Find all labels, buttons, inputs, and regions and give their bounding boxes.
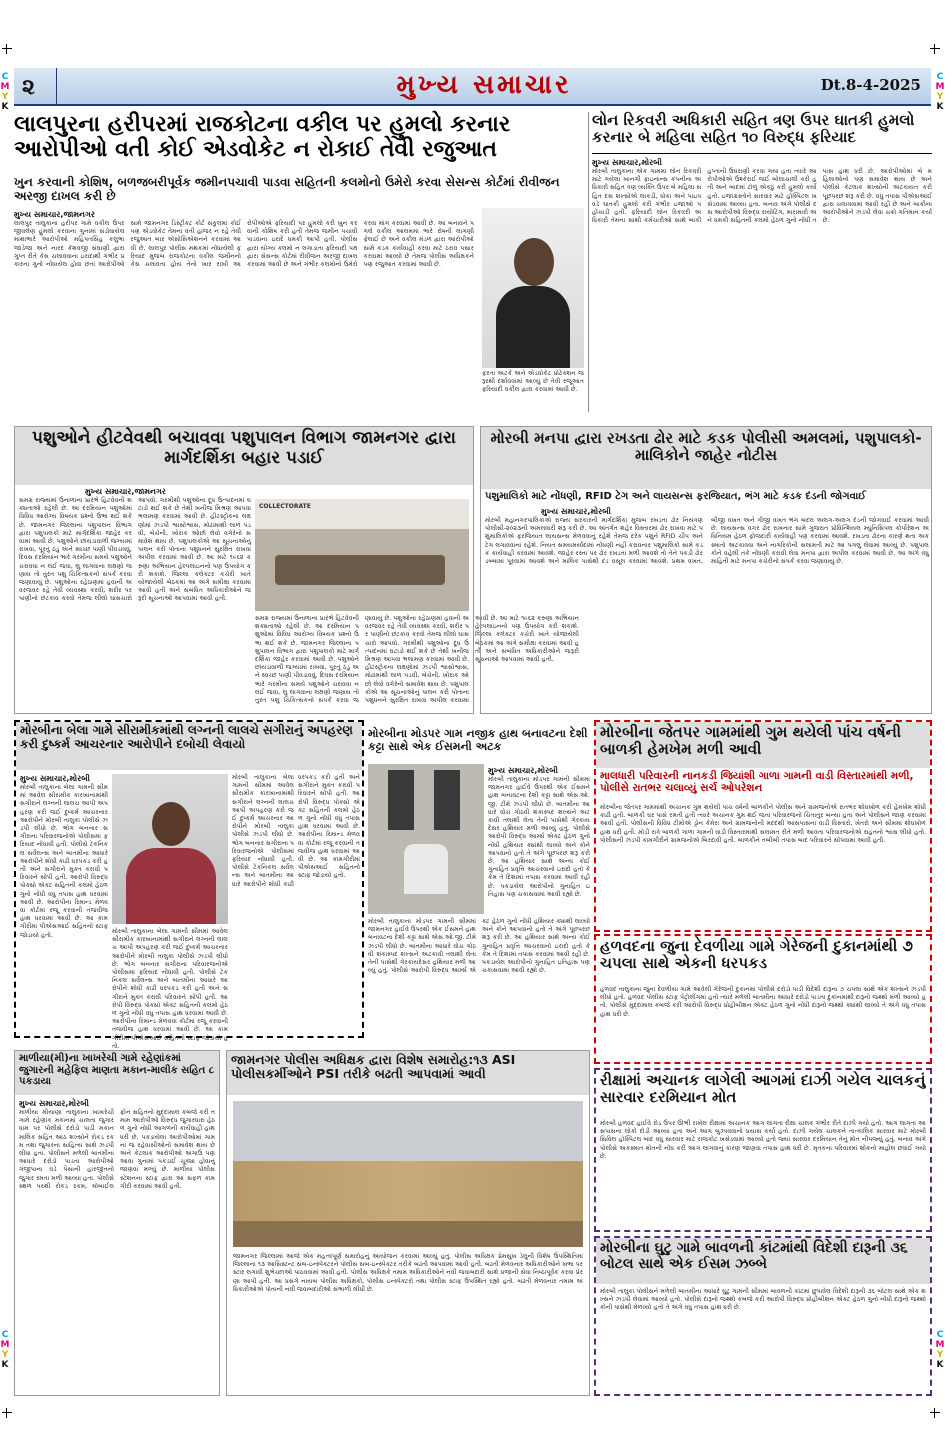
crop-mark [930, 1408, 940, 1418]
article-lead [14, 112, 584, 412]
subheadline: પશુમાલિકો માટે નોંધણી, RFID ટેગ અને લાયસન્સ ફરજિયાત, ભંગ માટે કડક દંડની જોગવાઈ [485, 491, 866, 502]
article-body [14, 210, 474, 410]
article-loan-recovery [592, 112, 932, 412]
lawyer-photo [482, 208, 584, 368]
headline: લાલપુરના હરીપરમાં રાજકોટના વકીલ પર હુમલો કરનાર આરોપીઓ વતી કોઈ એડવોકેટ ન રોકાઈ તેવી રજુઆત [14, 112, 511, 163]
headline: માળીયા(મી)ના ખાખરેચી ગામે રહેણાંકમાં જુગારની મહેફિલ માણતા મકાન-માલીક સહિત ૮ પકડાયા [15, 1051, 219, 1095]
cmyk-strip-right-bottom: C M Y K [935, 1330, 945, 1370]
body-text: સમગ્ર રાજ્યમાં ઉનાળાના પ્રારંભે હિટવેવની શક્યતાઓ રહેલી છે. આ દરમિયાન પશુઓમાં વિવિધ આરોગ્ય વિષયક પ્રશ્નો ઉભા થઈ શકે છે. જામનગર જિલ્લાના પશુપાલન વિભાગ દ્વારા પશુપાલકો માટે માર્ગદર્શિકા જાહેર કરવામાં આવી છે. પશુઓને છાંયડાવાળી જગ્યામાં રાખવા, પૂરતું ઠંડુ અને સ્વચ્છ પાણી પીવડાવવું, દિવસ દરમિયાન ભારે ગરમીના સમયે પશુઓને ચરાવવા ન લઈ જવા, લુ લાગવાના લક્ષણો જણાય તો તુરંત પશુ ચિકિત્સકનો સંપર્ક કરવા જણાવાયું છે. પશુઓના રહેઠાણમાં હવાની અવરજવર રહે તેવી વ્યવસ્થા કરવી, શરીર પર પાણીનો છંટકાવ કરવો તેમજ લીલો ઘાસચારો આપવો. ગરમીથી પશુઓના દૂધ ઉત્પાદનમાં ઘટાડો થઈ શકે છે તેથી ખનીજ મિશ્રણ આપવા ભલામણ કરવામાં આવી છે. હીટસ્ટ્રોકના લક્ષણોમાં ઝડપી શ્વાસોશ્વાસ, મોઢામાંથી લાળ પડવી, બેચેની, ખોરાક ઓછો લેવો વગેરેનો સમાવેશ થાય છે. પશુપાલકોએ આ સૂચનાઓનું પાલન કરી પોતાના પશુધનને સુરક્ષિત રાખવા અપીલ કરવામાં આવી છે. આ માટે ૧૯૬૨ કરુણા અભિયાન હેલ્પલાઇનનો પણ ઉપયોગ કરી શકાશે. જિલ્લા કલેક્ટર કચેરી ખાતે યોજાયેલી બેઠકમાં આ અંગે સમીક્ષા કરવામાં આવી હતી અને સંબંધિત અધિકારીઓને જરૂરી સૂચનાઓ આપવામાં આવી હતી. [19, 497, 251, 603]
body-text: મોરબી તાલુકા પોલીસને મળેલી બાતમીના આધારે ઘુટુ ગામની સીમમાં બાવળની કાંટમાં છુપાવેલ વિદેશી દારૂની ૩૬ બોટલ સાથે એક શખ્સને ઝડપી લેવામાં આવ્યો હતો. પોલીસે દારૂનો જથ્થો કબજે કરી આરોપી વિરુદ્ધ પ્રોહીબીશન એક્ટ હેઠળ ગુનો નોંધી દારૂનો જથ્થો કોની પાસેથી મેળવ્યો હતો તે અંગે વધુ તપાસ હાથ ધરી છે. [600, 1288, 926, 1312]
body-text-continued: મોરબી તાલુકાના બેલા ગામની સીમમાં આવેલ સીરામીક કારખાનામાંથી સગીરાને લગ્નની લાલચ આપી અપહરણ કરી જઈ દુષ્કર્મ આચરનાર આરોપીને મોરબી તાલુકા પોલીસે ઝડપી લીધો છે. ભોગ બનનાર સગીરાના પરિવારજનોએ પોલીસમાં ફરિયાદ નોંધાવી હતી. પોલીસે ટેકનિકલ સર્વેલન્સ અને બાતમીના આધારે આરોપીને શોધી કાઢી ધરપકડ કરી હતી અને સગીરાને મુક્ત કરાવી પરિવારને સોંપી હતી. આરોપી વિરુદ્ધ પોક્સો એક્ટ સહિતની કલમો હેઠળ ગુનો નોંધી વધુ તપાસ હાથ ધરવામાં આવી છે. આરોપીના રિમાન્ડ મેળવવા કોર્ટમાં રજૂ કરવાની તજવીજ હાથ ધરવામાં આવી છે. આ કામગીરીમાં પીએસઆઈ સહિતનો સ્ટાફ જોડાયો હતો. [232, 774, 360, 888]
body-text: જામનગર જિલ્લામાં આજે એક મહત્વપૂર્ણ સમારોહનું આયોજન કરવામાં આવ્યું હતું. પોલીસ અધિક્ષક પ્રેમસુખ ડેલુની વિશેષ ઉપસ્થિતિમાં જિલ્લાના ૧૩ આસિસ્ટન્ટ સબ-ઇન્સ્પેક્ટરને પોલીસ સબ-ઇન્સ્પેક્ટર તરીકે બઢતી આપવામાં આવી હતી. બઢતી મેળવનાર અધિકારીઓને ખભા પર સ્ટાર લગાવી શુભેચ્છાઓ પાઠવવામાં આવી હતી. પોલીસ અધિક્ષકે તમામ અધિકારીઓને નવી જવાબદારી સાથે પ્રજાની સેવા નિષ્ઠાપૂર્વક કરવા પ્રેરણા આપી હતી. આ પ્રસંગે નાયબ પોલીસ અધિક્ષકો, પોલીસ ઇન્સ્પેક્ટરો તથા પોલીસ સ્ટાફ ઉપસ્થિત રહ્યો હતો. બઢતી મેળવનાર તમામ અધિકારીઓએ પોતાની નવી જવાબદારીઓ સંભાળી લીધી છે. [233, 1253, 583, 1293]
headline: હળવદના જુના દેવળીયા ગામે ગેરેજની દુકાનમાંથી ૭ ચપલા સાથે એકની ધરપકડ [600, 937, 913, 973]
byline: મુખ્ય સમાચાર,મોરબી [19, 1099, 89, 1108]
headline: મોરબીના ઘુટુ ગામે બાવળની કાંટમાંથી વિદેશી દારૂની ૩૬ બોટલ સાથે એક ઈસમ ઝબ્બે [596, 1238, 930, 1284]
body-text: મોરબી તાલુકાના મોડપર ગામની સીમમાં જામનગર હાઈવે ઉપરથી એક ઈસમને હાથ બનાવટના દેશી કટ્ટા સાથે એસ.ઓ.જી. ટીમે ઝડપી લીધો છે. બાતમીના આધારે વોચ ગોઠવી શંકાસ્પદ શખ્સને અટકાવી તલાશી લેતા તેની પાસેથી ગેરકાયદેસર હથિયાર મળી આવ્યું હતું. પોલીસે આરોપી વિરુદ્ધ આર્મ્સ એક્ટ હેઠળ ગુનો નોંધી હથિયાર ક્યાંથી લાવ્યો અને કોને આપવાનો હતો તે અંગે પૂછપરછ શરૂ કરી છે. આ હથિયાર સાથે અન્ય કોઈ ગુનાહિત પ્રવૃત્તિ આચરવાનો ઇરાદો હતો કે કેમ તે દિશામાં તપાસ કરવામાં આવી રહી છે. પકડાયેલ આરોપીનો ગુનાહિત ઇતિહાસ પણ ચકાસવામાં આવી રહ્યો છે. [488, 776, 590, 898]
body-text: મોરબી હળવદ હાઈવે રોડ ઉપર ઊભી રાખેલ રીક્ષામાં અચાનક આગ લાગતા રીક્ષા ચાલક ગંભીર રીતે દાઝી ગયો હતો. આગ લાગતા આસપાસના લોકો દોડી આવ્યા હતા અને આગ બુઝાવવાનો પ્રયાસ કર્યો હતો. દાઝી ગયેલ ચાલકને તાત્કાલિક સારવાર માટે મોરબી સિવિલ હોસ્પિટલ બાદ વધુ સારવાર માટે રાજકોટ ખસેડવામાં આવ્યો હતો જ્યાં સારવાર દરમિયાન તેનું મોત નીપજ્યું હતું. બનાવ અંગે પોલીસે અકસ્માત મોતની નોંધ કરી આગ લાગવાનું કારણ જાણવા તપાસ હાથ ધરી છે. મૃતકના પરિવારમાં શોકનો માહોલ છવાઈ ગયો છે. [600, 1120, 926, 1160]
byline: મુખ્ય સમાચાર,મોરબી [541, 507, 611, 516]
subheadline: ખુન કરવાની કોશિષ, બળજબરીપૂર્વક જમીનપચાવી પાડવા સહિતની કલમોનો ઉમેરો કરવા સેસન્સ કોર્ટમાં રીવીજન અરજી દાખલ કરી છે [14, 175, 560, 203]
column-rule [588, 112, 589, 412]
article-desi-katta [368, 720, 590, 1038]
article-gambling [14, 1050, 220, 1396]
issue-date: Dt.8-4-2025 [820, 76, 921, 94]
article-stray-cattle [480, 426, 932, 714]
crop-mark [930, 44, 940, 54]
arrest-photo [368, 764, 484, 914]
promotion-photo [233, 1101, 583, 1247]
body-text-continued: મોરબી તાલુકાના મોડપર ગામની સીમમાં જામનગર હાઈવે ઉપરથી એક ઈસમને હાથ બનાવટના દેશી કટ્ટા સાથે એસ.ઓ.જી. ટીમે ઝડપી લીધો છે. બાતમીના આધારે વોચ ગોઠવી શંકાસ્પદ શખ્સને અટકાવી તલાશી લેતા તેની પાસેથી ગેરકાયદેસર હથિયાર મળી આવ્યું હતું. પોલીસે આરોપી વિરુદ્ધ આર્મ્સ એક્ટ હેઠળ ગુનો નોંધી હથિયાર ક્યાંથી લાવ્યો અને કોને આપવાનો હતો તે અંગે પૂછપરછ શરૂ કરી છે. આ હથિયાર સાથે અન્ય કોઈ ગુનાહિત પ્રવૃત્તિ આચરવાનો ઇરાદો હતો કે કેમ તે દિશામાં તપાસ કરવામાં આવી રહી છે. પકડાયેલ આરોપીનો ગુનાહિત ઇતિહાસ પણ ચકાસવામાં આવી રહ્યો છે. [368, 918, 590, 975]
headline: પશુઓને હીટવેવથી બચાવવા પશુપાલન વિભાગ જામનગર દ્વારા માર્ગદર્શિકા બહાર પડાઈ [15, 427, 473, 485]
subheadline: માલધારી પરિવારની નાનકડી જિયાંશી ગાળા ગામની વાડી વિસ્તારમાંથી મળી, પોલીસે રાતભર ચલાવ્યું સર્ચ ઓપરેશન [600, 770, 914, 795]
byline: મુખ્ય સમાચાર,મોરબી [488, 766, 558, 775]
byline: મુખ્ય સમાચાર,મોરબી [20, 774, 90, 783]
body-text: લાલપુર તાલુકાના હરીપર ગામે વકીલ ઉપર જીવલેણ હુમલો કરવાના ગુનામાં સંડોવાયેલ માથાભારે આરોપીઓ મહિપતસિંહ કલુભા જાડેજા અને નારદ કેશવજી સંઘાણી દ્વારા ગુપ્ત રીતે કેસ ચલાવવાના ઇરાદાથી ગંભીર પ્રકારના ગુનો નોંધાયેલ હોવા છતાં આરોપીઓ સામે જામનગર ડિસ્ટ્રીક્ટ કોર્ટ સંકુલમાં કોઈ પણ એડવોકેટ તેમના વતી હાજર ન રહે તેવી રજુઆત બાર એસોસિએશનને કરવામાં આવી છે. લાલપુર પોલીસ મથકમાં નોંધાયેલી ફરિયાદ મુજબ રાજકોટના વકીલ જમીનનો કેસ ચલાવતા હોય તેનો ખાર રાખી આરોપીઓએ ફરિયાદી પર હુમલો કરી ખુન કરવાની કોશિષ કરી હતી તેમજ જમીન પચાવી પાડવાના ઇરાદે ધમકી આપી હતી. પોલીસ દ્વારા યોગ્ય કલમો ન લગાડાતા ફરિયાદી પક્ષ દ્વારા સેસન્સ કોર્ટમાં રીવીજન અરજી દાખલ કરવામાં આવી છે અને ગંભીર કલમોનો ઉમેરો કરવા માંગ કરવામાં આવી છે. આ બનાવને પગલે વકીલ આલમમાં ભારે રોષની લાગણી ફેલાઈ છે અને વકીલ મંડળ દ્વારા આરોપીઓ સામે કડક કાર્યવાહી કરવા માટે ઠરાવ પસાર કરવામાં આવ્યો છે તેમજ પોલીસ અધિક્ષકને પણ રજુઆત કરવામાં આવી છે. [14, 220, 474, 269]
page-number: ૨ [22, 74, 35, 100]
headline: મોરબીના જેતપર ગામમાંથી ગુમ થયેલી પાંચ વર્ષની બાળકી હેમખેમ મળી આવી [596, 722, 930, 768]
body-text: હળવદ તાલુકાના જુના દેવળીયા ગામે આવેલી ગેરેજની દુકાનમાં પોલીસે દરોડો પાડી વિદેશી દારૂના ૭ ચપલા સાથે એક શખ્સને ઝડપી લીધો હતો. હળવદ પોલીસ સ્ટાફ પેટ્રોલીંગમાં હતો ત્યારે મળેલી બાતમીના આધારે દરોડો પાડતા દુકાનમાંથી દારૂનો જથ્થો મળી આવ્યો હતો. પોલીસે મુદ્દામાલ કબજે કરી આરોપી વિરુદ્ધ પ્રોહીબીશન એક્ટ હેઠળ ગુનો નોંધી દારૂનો જથ્થો ક્યાંથી લાવ્યો તે અંગે વધુ તપાસ હાથ ધરી છે. [600, 986, 926, 1018]
body-text-continued: સમગ્ર રાજ્યમાં ઉનાળાના પ્રારંભે હિટવેવની શક્યતાઓ રહેલી છે. આ દરમિયાન પશુઓમાં વિવિધ આરોગ્ય વિષયક પ્રશ્નો ઉભા થઈ શકે છે. જામનગર જિલ્લાના પશુપાલન વિભાગ દ્વારા પશુપાલકો માટે માર્ગદર્શિકા જાહેર કરવામાં આવી છે. પશુઓને છાંયડાવાળી જગ્યામાં રાખવા, પૂરતું ઠંડુ અને સ્વચ્છ પાણી પીવડાવવું, દિવસ દરમિયાન ભારે ગરમીના સમયે પશુઓને ચરાવવા ન લઈ જવા, લુ લાગવાના લક્ષણો જણાય તો તુરંત પશુ ચિકિત્સકનો સંપર્ક કરવા જણાવાયું છે. પશુઓના રહેઠાણમાં હવાની અવરજવર રહે તેવી વ્યવસ્થા કરવી, શરીર પર પાણીનો છંટકાવ કરવો તેમજ લીલો ઘાસચારો આપવો. ગરમીથી પશુઓના દૂધ ઉત્પાદનમાં ઘટાડો થઈ શકે છે તેથી ખનીજ મિશ્રણ આપવા ભલામણ કરવામાં આવી છે. હીટસ્ટ્રોકના લક્ષણોમાં ઝડપી શ્વાસોશ્વાસ, મોઢામાંથી લાળ પડવી, બેચેની, ખોરાક ઓછો લેવો વગેરેનો સમાવેશ થાય છે. પશુપાલકોએ આ સૂચનાઓનું પાલન કરી પોતાના પશુધનને સુરક્ષિત રાખવા અપીલ કરવામાં આવી છે. આ માટે ૧૯૬૨ કરુણા અભિયાન હેલ્પલાઇનનો પણ ઉપયોગ કરી શકાશે. જિલ્લા કલેક્ટર કચેરી ખાતે યોજાયેલી બેઠકમાં આ અંગે સમીક્ષા કરવામાં આવી હતી અને સંબંધિત અધિકારીઓને જરૂરી સૂચનાઓ આપવામાં આવી હતી. [255, 615, 579, 705]
masthead-divider [56, 68, 57, 104]
article-missing-girl [594, 720, 932, 932]
cmyk-strip-left: C M Y K [0, 72, 10, 112]
crop-mark [2, 44, 12, 54]
article-kidnap [14, 720, 364, 1050]
article-liquor-bottles [594, 1236, 932, 1396]
byline: મુખ્ય સમાચાર,જામનગર [85, 487, 166, 496]
byline: મુખ્ય સમાચાર,મોરબી [592, 158, 662, 167]
article-promotion [226, 1050, 590, 1396]
body-text: માળીયા મીયાણા તાલુકાના ખાખરેચી ગામે રહેણાંક મકાનમાં ચાલતા જુગારધામ પર પોલીસે દરોડો પાડી મકાન માલિક સહિત આઠ શખ્સોને રોકડ રકમ તથા જુગારના સાહિત્ય સાથે ઝડપી લીધા હતા. પોલીસને મળેલી બાતમીના આધારે દરોડો પાડતા આરોપીઓ ગંજીપાના વડે પૈસાની હારજીતનો જુગાર રમતા મળી આવ્યા હતા. પોલીસે સ્થળ પરથી રોકડ રકમ, મોબાઈલ ફોન સહિતનો મુદ્દામાલ કબજે કરી તમામ આરોપીઓ વિરુદ્ધ જુગારધારા હેઠળ ગુનો નોંધી આગળની કાર્યવાહી હાથ ધરી છે. પકડાયેલા આરોપીઓમાં ગામના જ રહેવાસીઓનો સમાવેશ થાય છે અને કેટલાક આરોપીઓ અગાઉ પણ આવા ગુનામાં પકડાઈ ચૂક્યા હોવાનું જાણવા મળ્યું છે. માળીયા પોલીસ સ્ટેશનના સ્ટાફ દ્વારા આ સફળ કામગીરી કરવામાં આવી હતી. [19, 1109, 215, 1190]
headline: રીક્ષામાં અચાનક લાગેલી આગમાં દાઝી ગયેલ ચાલકનું સારવાર દરમિયાન મોત [600, 1071, 926, 1107]
body-text: મોરબી તાલુકાના બેલા ગામની સીમમાં આવેલ સીરામીક કારખાનામાંથી સગીરાને લગ્નની લાલચ આપી અપહરણ કરી જઈ દુષ્કર્મ આચરનાર આરોપીને મોરબી તાલુકા પોલીસે ઝડપી લીધો છે. ભોગ બનનાર સગીરાના પરિવારજનોએ પોલીસમાં ફરિયાદ નોંધાવી હતી. પોલીસે ટેકનિકલ સર્વેલન્સ અને બાતમીના આધારે આરોપીને શોધી કાઢી ધરપકડ કરી હતી અને સગીરાને મુક્ત કરાવી પરિવારને સોંપી હતી. આરોપી વિરુદ્ધ પોક્સો એક્ટ સહિતની કલમો હેઠળ ગુનો નોંધી વધુ તપાસ હાથ ધરવામાં આવી છે. આરોપીના રિમાન્ડ મેળવવા કોર્ટમાં રજૂ કરવાની તજવીજ હાથ ધરવામાં આવી છે. આ કામગીરીમાં પીએસઆઈ સહિતનો સ્ટાફ જોડાયો હતો. [20, 784, 108, 939]
cmyk-strip-right: C M Y K [935, 72, 945, 112]
body-text: મોરબીના જેતપર ગામમાંથી અચાનક ગુમ થયેલી પાંચ વર્ષની બાળકીને પોલીસ અને ગ્રામજનોએ રાતભર શોધખોળ કરી હેમખેમ શોધી કાઢી હતી. બાળકી ઘર પાસે રમતી હતી ત્યારે અચાનક ગુમ થઈ જતાં પરિવારજનો ચિંતાતુર બન્યા હતા અને પોલીસને જાણ કરવામાં આવી હતી. પોલીસની વિવિધ ટીમોએ ડ્રોન કેમેરા અને ગ્રામજનોની મદદથી આસપાસના વાડી વિસ્તારો, ખેતરો અને સીમમાં શોધખોળ હાથ ધરી હતી. મોડી રાત્રે બાળકી ગાળા ગામની વાડી વિસ્તારમાંથી સલામત રીતે મળી આવતા પરિવારજનોએ રાહતનો શ્વાસ લીધો હતો. પોલીસની ઝડપી કામગીરીને ગ્રામજનોએ બિરદાવી હતી. બાળકીને તબીબી તપાસ બાદ પરિવારને સોંપવામાં આવી હતી. [600, 804, 926, 844]
article-rickshaw-fire [594, 1068, 932, 1232]
headline: લોન રિકવરી અધિકારી સહિત ત્રણ ઉપર ઘાતકી હુમલો કરનાર બે મહિલા સહિત ૧૦ વિરુદ્ધ ફરિયાદ [592, 112, 932, 154]
photo-caption: ફરતા અટકે અને એડવોકેટ પ્રોટેક્શન જરૂરથી દર્શાવવામાં આવ્યું છે તેવી રજૂઆત ફરિયાદી વકીલ દ્વારા કરવામાં આવી છે. [482, 370, 584, 394]
headline: મોરબી મનપા દ્વારા રખડતા ઢોર માટે કડક પોલીસી અમલમાં, પશુપાલકો-માલિકોને જાહેર નોટીસ [481, 427, 931, 489]
byline: મુખ્ય સમાચાર,જામનગર [14, 210, 95, 219]
body-text: મોરબી મહાનગરપાલિકાએ રાજ્ય સરકારની માર્ગદર્શિકા મુજબ રખડતા ઢોર નિયંત્રણ પોલીસી-૨૦૨૩ની અમલવારી શરૂ કરી છે. આ અંતર્ગત શહેર વિસ્તારમાં ઢોર રાખવા માટે પશુમાલિકોએ ફરજિયાત લાયસન્સ મેળવવાનું રહેશે તેમજ દરેક પશુને RFID ચીપ અને ટેગ લગાવવાના રહેશે. નિયત સમયમર્યાદામાં નોંધણી નહીં કરાવનાર પશુમાલિકો સામે કડક કાર્યવાહી કરવામાં આવશે. જાહેર રસ્તા પર ઢોર રખડતા મળી આવશે તો તેને પકડી ઢોર ડબ્બામાં પૂરવામાં આવશે અને માલિક પાસેથી દંડ વસૂલ કરવામાં આવશે. પ્રથમ વખત, બીજી વખત અને ત્રીજી વખત ભંગ બદલ અલગ-અલગ દંડની જોગવાઈ કરવામાં આવી છે. લાયસન્સ વગર ઢોર રાખનાર સામે ગુજરાત પ્રોવિન્શિયલ મ્યુનિસિપલ કોર્પોરેશન અધિનિયમ હેઠળ ફોજદારી કાર્યવાહી પણ કરવામાં આવશે. રખડતા ઢોરના કારણે થતા અકસ્માતો અટકાવવા અને નાગરિકોની સલામતી માટે આ પગલું લેવામાં આવ્યું છે. પશુપાલકોને વહેલી તકે નોંધણી કરાવી લેવા મનપા દ્વારા અપીલ કરવામાં આવી છે. આ અંગે વધુ માહિતી માટે મનપા કચેરીનો સંપર્ક કરવા જણાવાયું છે. [485, 517, 929, 566]
headline: જામનગર પોલીસ અધિક્ષક દ્વારા વિશેષ સમારોહ:૧૩ ASI પોલીસકર્મીઓને PSI તરીકે બઢતી આપવામાં આવી [227, 1051, 589, 1095]
headline: મોરબીના બેલા ગામે સીરામીકમાંથી લગ્નની લાલચે સગીરાનું અપહરણ કરી દુષ્કર્મ આચરનાર આરોપીને દબોચી લેવાયો [16, 722, 362, 770]
crop-mark [2, 1408, 12, 1418]
headline: મોરબીના મોડપર ગામ નજીક હાથ બનાવટના દેશી કટ્ટા સાથે એક ઈસમની અટક [368, 727, 588, 753]
accused-photo [112, 774, 228, 924]
page-masthead [14, 68, 931, 106]
body-text-more: મોરબી તાલુકાના બેલા ગામની સીમમાં આવેલ સીરામીક કારખાનામાંથી સગીરાને લગ્નની લાલચ આપી અપહરણ કરી જઈ દુષ્કર્મ આચરનાર આરોપીને મોરબી તાલુકા પોલીસે ઝડપી લીધો છે. ભોગ બનનાર સગીરાના પરિવારજનોએ પોલીસમાં ફરિયાદ નોંધાવી હતી. પોલીસે ટેકનિકલ સર્વેલન્સ અને બાતમીના આધારે આરોપીને શોધી કાઢી ધરપકડ કરી હતી અને સગીરાને મુક્ત કરાવી પરિવારને સોંપી હતી. આરોપી વિરુદ્ધ પોક્સો એક્ટ સહિતની કલમો હેઠળ ગુનો નોંધી વધુ તપાસ હાથ ધરવામાં આવી છે. આરોપીના રિમાન્ડ મેળવવા કોર્ટમાં રજૂ કરવાની તજવીજ હાથ ધરવામાં આવી છે. આ કામગીરીમાં પીએસઆઈ સહિતનો સ્ટાફ જોડાયો હતો. [112, 928, 228, 1050]
meeting-photo: COLLECTORATE [255, 499, 469, 611]
article-garage-raid [594, 934, 932, 1064]
cmyk-strip-left-bottom: C M Y K [0, 1330, 10, 1370]
section-title: મુખ્ય સમાચાર [396, 70, 572, 100]
body-text: મોરબી તાલુકાના એક ગામમાં લોન રિકવરી માટે ગયેલા ખાનગી ફાઇનાન્સ કંપનીના અધિકારી સહિત ત્રણ વ્યક્તિ ઉપર બે મહિલા સહિત દસ શખ્સોએ લાકડી, ધોકા અને પાઇપ વડે ઘાતકી હુમલો કરી ગંભીર ઇજાઓ પહોંચાડી હતી. ફરિયાદી લોન રિકવરી અધિકારી તેમના સાથી કર્મચારીઓ સાથે બાકી હપ્તાની ઉઘરાણી કરવા ગયા હતા ત્યારે આરોપીઓએ ઉશ્કેરાઈ જઈ બોલાચાલી કરી હતી અને બાદમાં ટોળું એકઠું કરી હુમલો કર્યો હતો. ઇજાગ્રસ્તોને સારવાર માટે હોસ્પિટલ ખસેડવામાં આવ્યા હતા. બનાવ અંગે પોલીસે દસ આરોપીઓ વિરુદ્ધ રાયોટિંગ, મારામારી અને ધમકી સહિતની કલમો હેઠળ ગુનો નોંધી તપાસ હાથ ધરી છે. આરોપીઓમાં બે મહિલાઓનો પણ સમાવેશ થાય છે અને પોલીસે કેટલાક શખ્સોની અટકાયત કરી પૂછપરછ શરૂ કરી છે. વધુ તપાસ પીએસઆઈ દ્વારા ચલાવવામાં આવી રહી છે અને બાકીના આરોપીઓને ઝડપી લેવા ચક્રો ગતિમાન કર્યા છે. [592, 168, 932, 225]
